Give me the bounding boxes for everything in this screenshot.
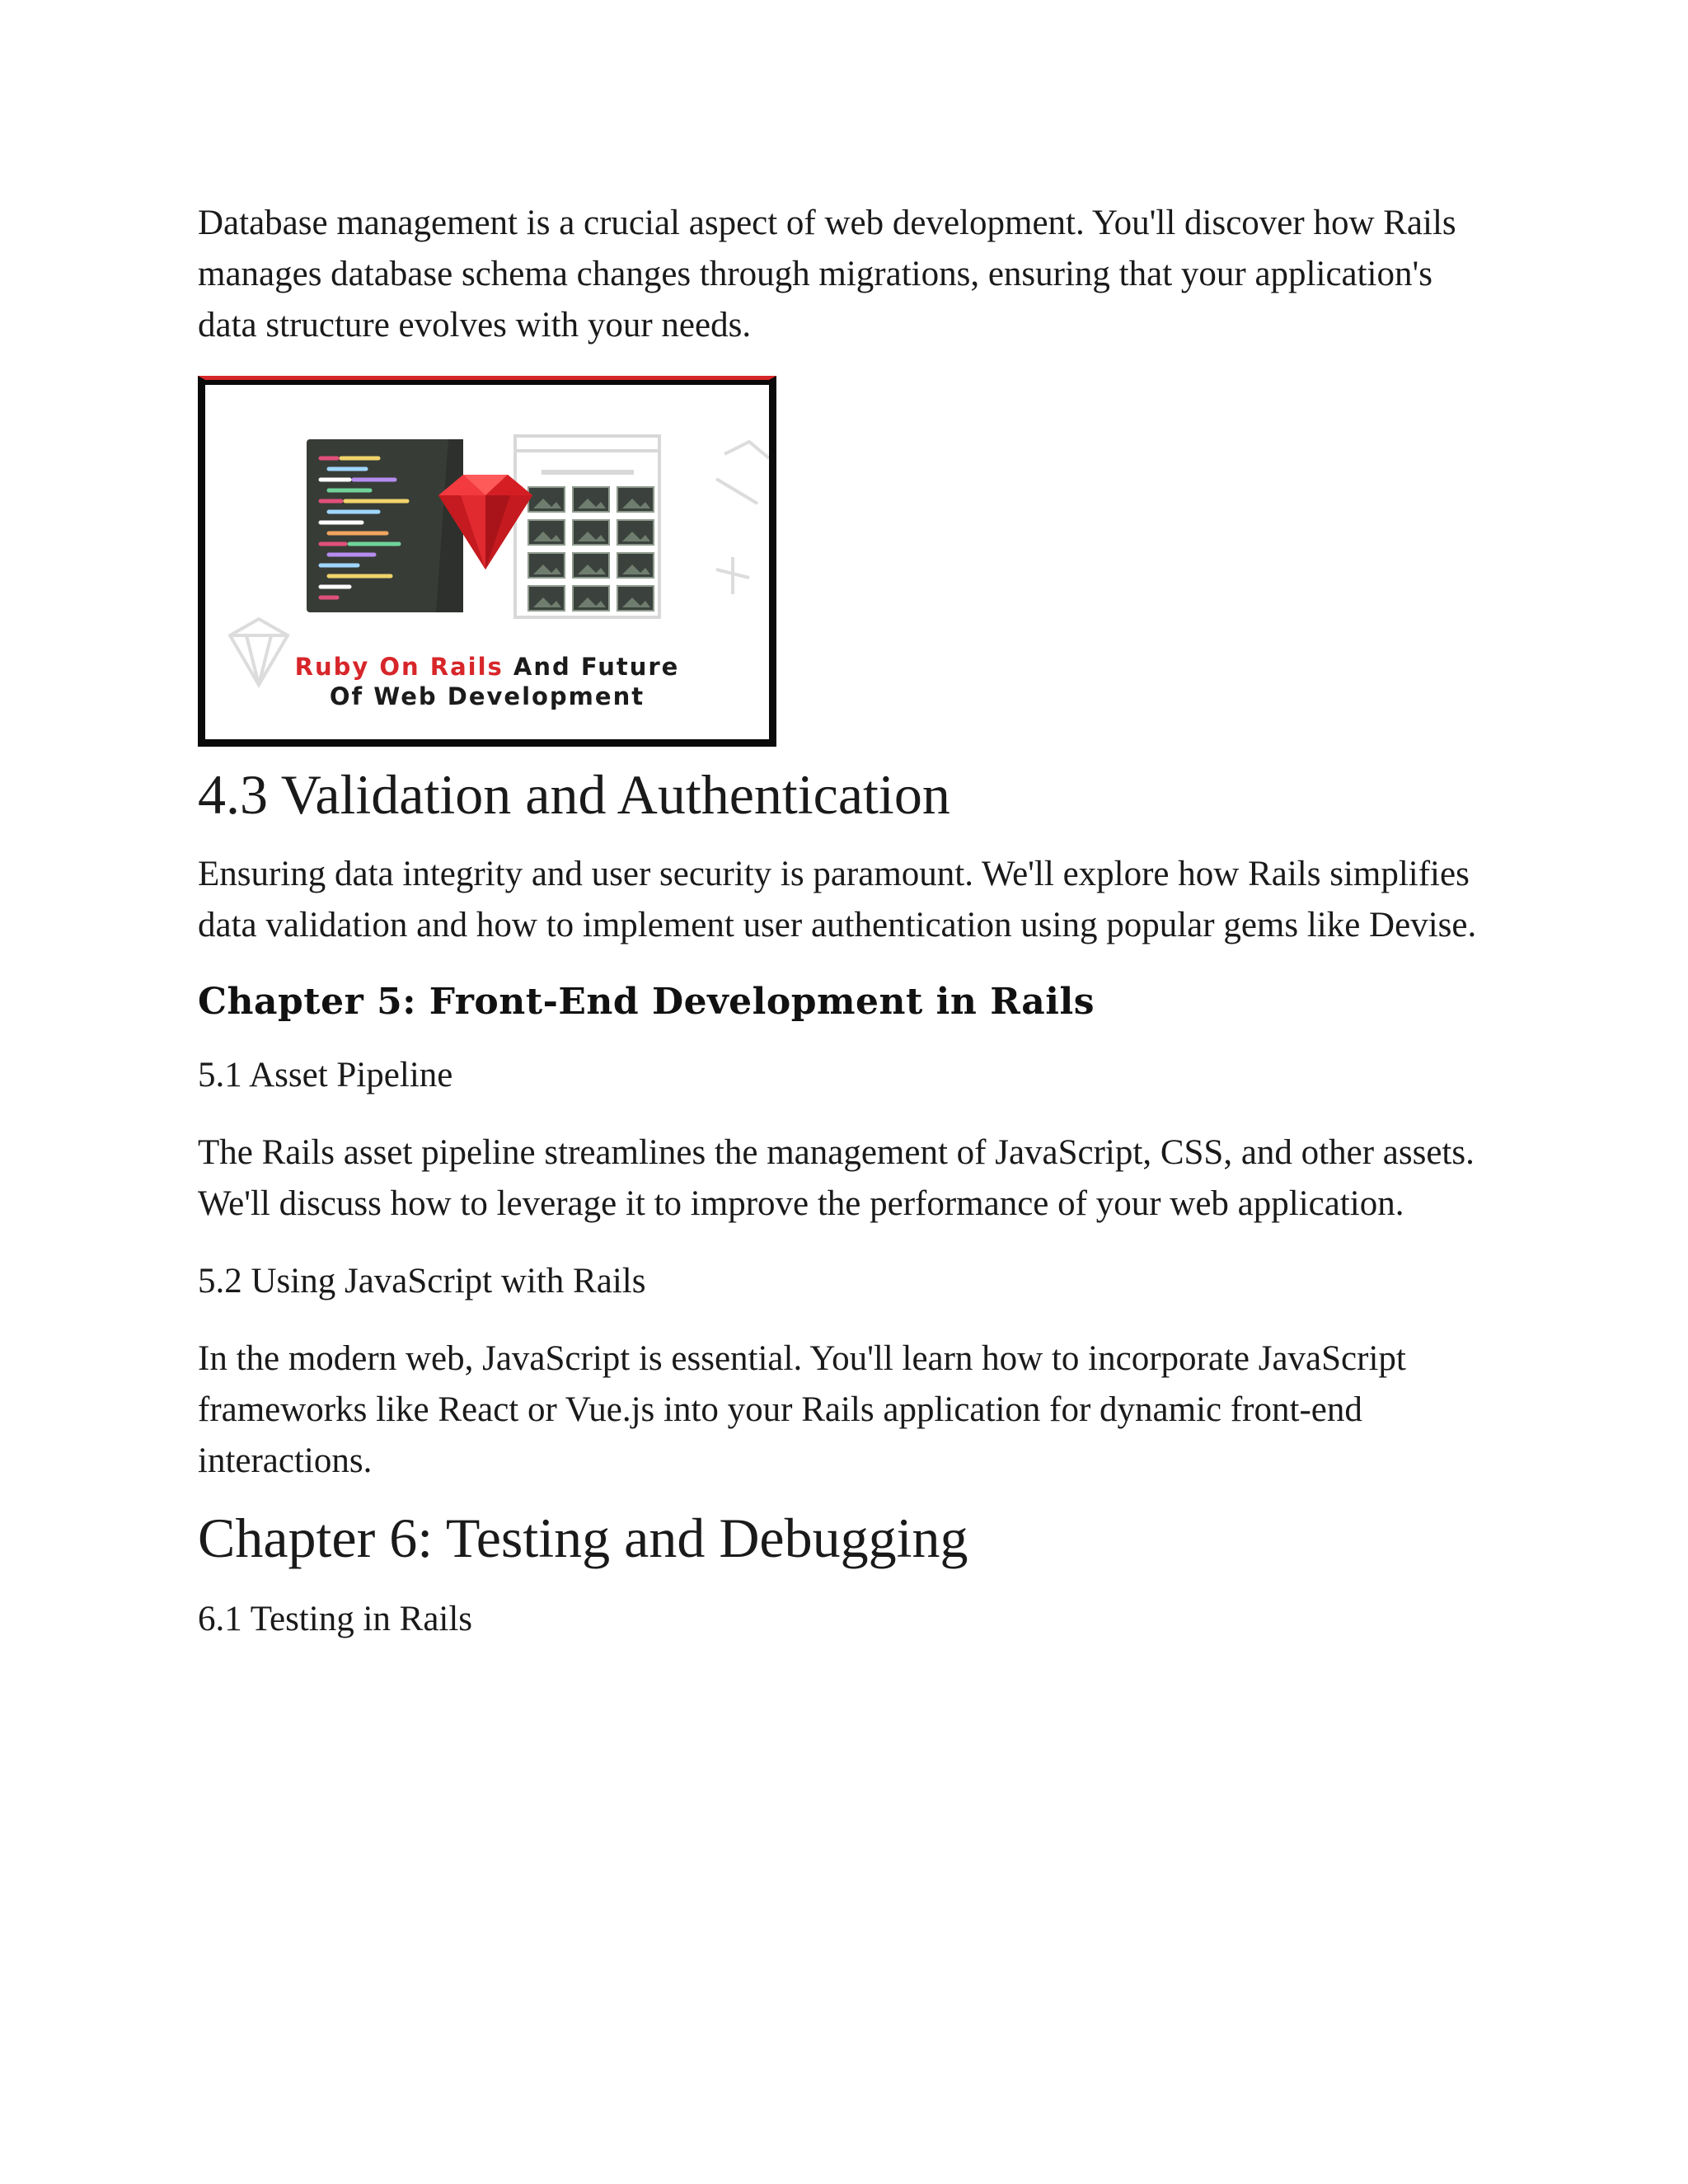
ruby-on-rails-banner-image: [198, 376, 776, 747]
section-5-2-body: In the modern web, JavaScript is essential. You'll learn how to incorporate JavaScript frameworks like React or Vue.js into your Rails application for dynamic front-end interactions.: [198, 1339, 1406, 1480]
section-5-1-heading: 5.1 Asset Pipeline: [198, 1056, 453, 1094]
section-4-3-body: Ensuring data integrity and user security is paramount. We'll explore how Rails simplifies data validation and how to implement user authentication using popular gems like Devise.: [198, 855, 1477, 944]
banner-caption-highlight: Ruby On Rails: [294, 653, 504, 681]
chapter-6-heading: Chapter 6: Testing and Debugging: [198, 1507, 968, 1569]
section-4-3-heading: 4.3 Validation and Authentication: [198, 763, 950, 826]
banner-caption-line2: Of Web Development: [329, 682, 645, 710]
chapter-5-heading: Chapter 5: Front-End Development in Rails: [198, 981, 1095, 1023]
document-page: [198, 198, 1500, 1671]
banner-caption-rest: And Future: [503, 653, 680, 681]
section-5-1-body: The Rails asset pipeline streamlines the management of JavaScript, CSS, and other assets. We'll discuss how to leverage it to improve the performance of your web application.: [198, 1133, 1475, 1223]
section-6-1-heading: 6.1 Testing in Rails: [198, 1600, 473, 1638]
intro-paragraph: Database management is a crucial aspect of web development. You'll discover how Rails manages database schema changes through migrations, ensuring that your application's data structure evolves with your needs.: [198, 204, 1456, 344]
section-5-2-heading: 5.2 Using JavaScript with Rails: [198, 1262, 646, 1301]
banner-caption: [205, 652, 769, 711]
